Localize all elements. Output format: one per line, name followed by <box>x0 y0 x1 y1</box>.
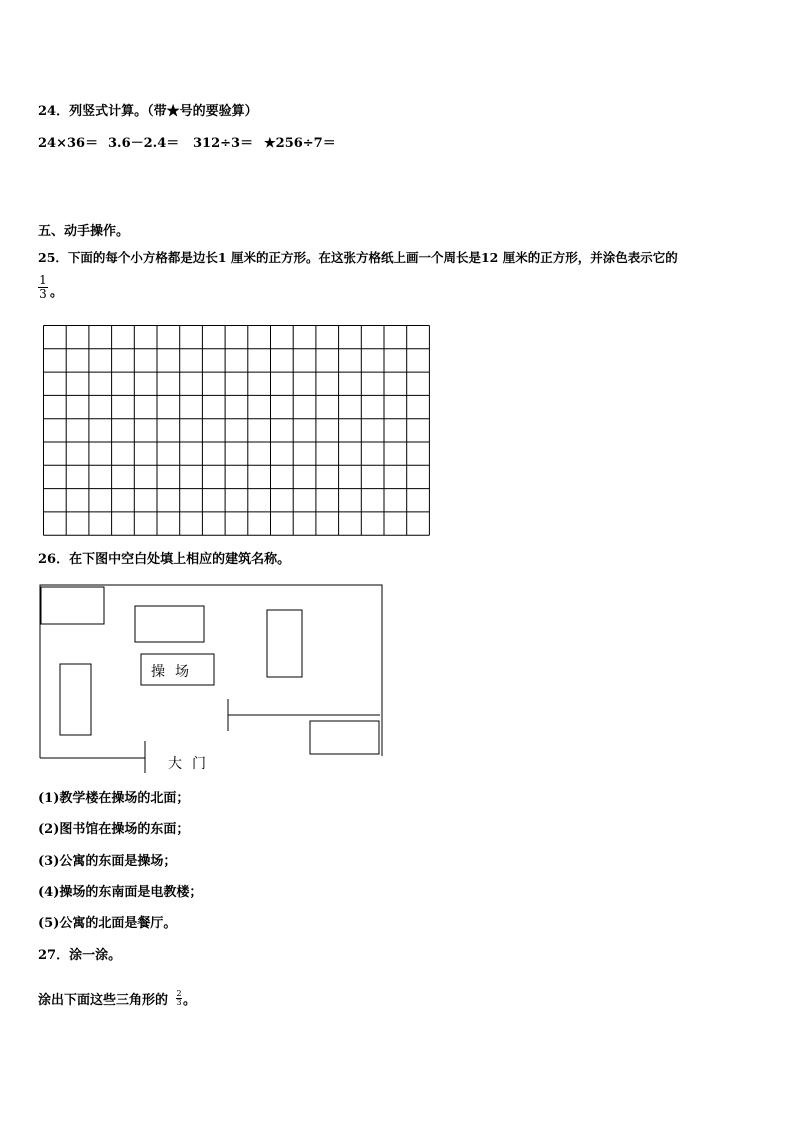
q26-item-1: (1)教学楼在操场的北面； <box>38 791 190 806</box>
q27-end: 。 <box>183 993 197 1008</box>
q25-text: 25．下面的每个小方格都是边长1 厘米的正方形。在这张方格纸上画一个周长是12 厘米的正方形，并涂色表示它的 <box>38 250 678 265</box>
fraction-denominator: 3 <box>39 287 47 301</box>
q24-expr-3: 312÷3＝ <box>193 136 254 151</box>
q25-end: 。 <box>50 285 64 300</box>
blank-box-west <box>60 664 91 735</box>
q27-fraction <box>176 990 182 1007</box>
section-title: 五、动手操作。 <box>38 224 130 239</box>
blank-box-southeast <box>310 721 379 754</box>
map-lines <box>38 583 386 773</box>
blank-box-north <box>135 606 204 642</box>
fraction-denominator: 3 <box>176 998 182 1007</box>
q24-title: 24．列竖式计算。（带★号的要验算） <box>38 104 258 119</box>
square-grid <box>43 325 431 537</box>
q27-title: 27．涂一涂。 <box>38 948 122 963</box>
q26-item-5: (5)公寓的北面是餐厅。 <box>38 916 177 931</box>
q27-text: 涂出下面这些三角形的 <box>38 993 169 1008</box>
gate-label: 大门 <box>168 756 216 772</box>
q25-fraction <box>38 274 48 301</box>
q26-title: 26．在下图中空白处填上相应的建筑名称。 <box>38 552 291 567</box>
blank-box-northwest <box>41 587 104 624</box>
q26-item-2: (2)图书馆在操场的东面； <box>38 822 190 837</box>
q24-expr-4: ★256÷7＝ <box>264 136 336 151</box>
q26-item-3: (3)公寓的东面是操场； <box>38 854 177 869</box>
q24-expr-2: 3.6－2.4＝ <box>108 136 180 151</box>
fraction-numerator: 1 <box>39 273 47 287</box>
blank-box-east <box>267 610 302 677</box>
playground-label: 操场 <box>151 664 199 680</box>
q24-expr-1: 24×36＝ <box>38 136 99 151</box>
campus-map <box>38 583 386 773</box>
fraction-numerator: 2 <box>176 989 182 998</box>
q26-item-4: (4)操场的东南面是电教楼； <box>38 885 203 900</box>
